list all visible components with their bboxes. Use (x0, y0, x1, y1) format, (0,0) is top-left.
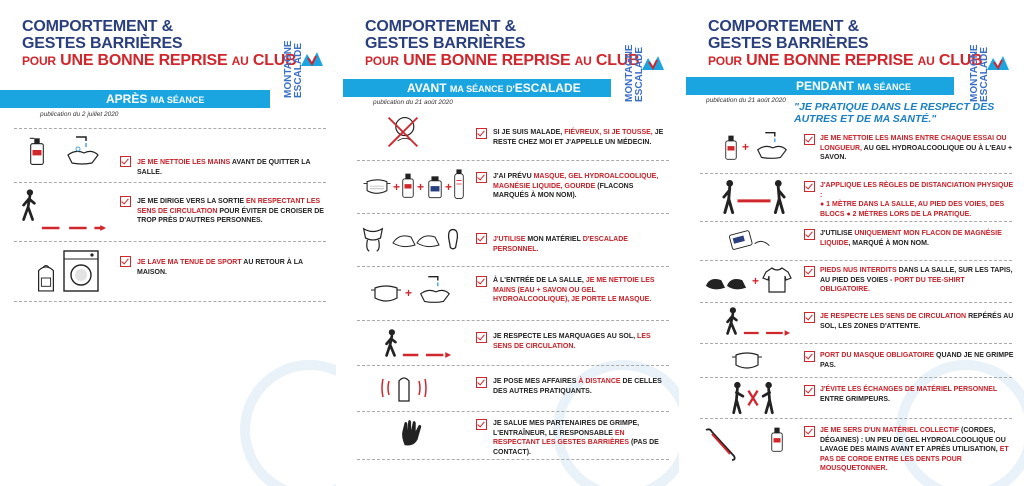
walking-person-icon (383, 328, 399, 358)
divider (357, 266, 669, 267)
list-item: + PIEDS NUS INTERDITS DANS LA SALLE, SUR LES TAPIS, AU PIED DES VOIES - PORT DU TEE-SHIRT OBLIGATOIRE. (686, 262, 1024, 304)
list-item: JE RESPECTE LES MARQUAGES AU SOL, LES SENS DE CIRCULATION. (343, 322, 679, 366)
logo-text-2: ESCALADE (293, 42, 304, 98)
plus-icon: + (752, 274, 760, 288)
divider (14, 301, 326, 302)
hydroalcoholic-gel-icon (28, 133, 46, 167)
carabiner-icon (447, 227, 459, 251)
panel-title (365, 18, 640, 70)
list-item: PORT DU MASQUE OBLIGATOIRE QUAND JE NE GRIMPE PAS. (686, 345, 1024, 379)
checkbox (476, 128, 487, 139)
title-line-3: POUR UNE BONNE REPRISE AU CLUB (22, 52, 297, 69)
checkbox (476, 276, 487, 287)
divider (14, 241, 326, 242)
mask-icon (371, 284, 401, 304)
section-band: APRÈS MA SÉANCE (0, 90, 270, 108)
checkbox (476, 172, 487, 183)
checkbox (120, 156, 131, 167)
hand-washing-icon (62, 135, 102, 167)
climbing-shoes-icon (704, 272, 748, 294)
plus-icon: + (445, 180, 453, 194)
list-item: JE POSE MES AFFAIRES À DISTANCE DE CELLES DES AUTRES PRATIQUANTS. (343, 367, 679, 411)
logo-text-2: ESCALADE (634, 46, 645, 102)
logo-text-1: MONTAGNE (624, 44, 635, 102)
hand-icon (399, 419, 425, 447)
checkbox (804, 385, 815, 396)
list-item: JE SALUE MES PARTENAIRES DE GRIMPE, L'ENTRAÎNEUR, LE RESPONSABLE EN RESPECTANT LES GESTES BARRIÈRES (PAS DE CONTACT). (343, 413, 679, 459)
list-item: JE LAVE MA TENUE DE SPORT AU RETOUR À LA MAISON. (0, 243, 336, 301)
hand-washing-icon (415, 274, 453, 306)
divider (700, 343, 1012, 344)
mask-icon (732, 351, 762, 371)
list-item: JE RESPECTE LES SENS DE CIRCULATION REPÉRÉS AU SOL, LES ZONES D'ATTENTE. (686, 304, 1024, 344)
checkbox (476, 377, 487, 388)
panel-pendant (686, 0, 1024, 486)
divider (357, 160, 669, 161)
quickdraw-icon (704, 426, 744, 462)
publication-date: publication du 21 août 2020 (706, 97, 786, 104)
publication-date: publication du 21 août 2020 (373, 99, 453, 106)
title-line-2: GESTES BARRIÈRES (22, 35, 183, 52)
list-item: SI JE SUIS MALADE, FIÉVREUX, SI JE TOUSSE, JE RESTE CHEZ MOI ET J'APPELLE UN MÉDECIN. (343, 110, 679, 158)
plus-icon: + (405, 286, 413, 300)
checkbox (804, 229, 815, 240)
divider (357, 213, 669, 214)
list-item: J'UTILISE MON MATÉRIEL D'ESCALADE PERSONNEL. (343, 215, 679, 265)
ffme-logo (969, 14, 1014, 106)
plus-icon: + (393, 180, 401, 194)
floor-arrow-icon (40, 224, 108, 232)
bottle-icon (453, 166, 465, 202)
list-item: J'ÉVITE LES ÉCHANGES DE MATÉRIEL PERSONNEL ENTRE GRIMPEURS. (686, 379, 1024, 419)
title-line-2: GESTES BARRIÈRES (365, 35, 526, 52)
plus-icon: + (742, 140, 750, 154)
checkbox (804, 312, 815, 323)
checkbox (120, 196, 131, 207)
divider (700, 173, 1012, 174)
checkbox (804, 266, 815, 277)
divider (700, 302, 1012, 303)
publication-date: publication du 2 juillet 2020 (40, 111, 119, 118)
two-people-distance-icon (720, 179, 788, 215)
divider (700, 377, 1012, 378)
panel-avant (343, 0, 679, 486)
gel-icon (770, 424, 784, 454)
chalk-flask-icon (726, 229, 774, 253)
floor-arrow-icon (742, 330, 792, 336)
divider (14, 182, 326, 183)
checkbox (476, 233, 487, 244)
plus-icon: + (417, 180, 425, 194)
checkbox (804, 351, 815, 362)
chalk-icon (427, 174, 443, 200)
list-item: J'APPLIQUE LES RÈGLES DE DISTANCIATION PHYSIQUE : ● 1 MÈTRE DANS LA SALLE, AU PIED DES VOIES, DES BLOCS ● 2 MÈTRES LORS DE LA PRATIQUE. (686, 175, 1024, 221)
section-band: AVANT MA SÉANCE D'ESCALADE (343, 79, 611, 97)
backpack-icon (34, 263, 58, 293)
checkbox (476, 419, 487, 430)
walking-person-icon (20, 188, 38, 224)
list-item: JE ME DIRIGE VERS LA SORTIE EN RESPECTANT LES SENS DE CIRCULATION POUR ÉVITER DE CROISER DE TROP PRÈS D'AUTRES PERSONNES. (0, 184, 336, 240)
title-line-3: POUR UNE BONNE REPRISE AU CLUB (365, 52, 640, 69)
hand-washing-icon (752, 130, 790, 162)
tshirt-icon (762, 266, 792, 294)
checkbox (804, 134, 815, 145)
panel-title (22, 18, 297, 70)
panel-title (708, 18, 983, 70)
shoes-icon (391, 229, 441, 251)
title-line-3: POUR UNE BONNE REPRISE AU CLUB (708, 52, 983, 69)
divider (700, 221, 1012, 222)
mask-icon (363, 178, 391, 196)
floor-arrow-icon (401, 352, 453, 358)
ffme-logo (624, 14, 669, 106)
watermark-logo (240, 360, 336, 486)
harness-icon (359, 225, 387, 253)
title-line-1: COMPORTEMENT & (22, 18, 173, 35)
quote: "JE PRATIQUE DANS LE RESPECT DES AUTRES ET DE MA SANTÉ." (794, 101, 995, 125)
panel-apres (0, 0, 336, 486)
logo-text-1: MONTAGNE (283, 40, 294, 98)
divider (357, 320, 669, 321)
ffme-logo (283, 10, 328, 102)
divider (357, 459, 669, 460)
list-item: JE ME NETTOIE LES MAINS AVANT DE QUITTER LA SALLE. (0, 130, 336, 180)
gel-icon (724, 132, 738, 162)
checkbox (804, 181, 815, 192)
list-item: + + + J'AI PRÉVU MASQUE, GEL HYDROALCOOLIQUE, MAGNÉSIE LIQUIDE, GOURDE (FLACONS MARQUÉS À MON NOM). (343, 162, 679, 212)
title-line-2: GESTES BARRIÈRES (708, 35, 869, 52)
sick-person-icon (385, 114, 421, 150)
gel-icon (401, 170, 415, 200)
divider (357, 411, 669, 412)
logo-text-2: ESCALADE (979, 46, 990, 102)
washing-machine-icon (62, 249, 100, 293)
divider (700, 418, 1012, 419)
divider (14, 128, 326, 129)
checkbox (120, 256, 131, 267)
divider (700, 260, 1012, 261)
list-item: JE ME SERS D'UN MATÉRIEL COLLECTIF (CORDES, DÉGAINES) : UN PEU DE GEL HYDROALCOOLIQUE OU LAVAGE DES MAINS AVANT ET APRÈS UTILISATION, ET PAS DE CORDE ENTRE LES DENTS POUR MOUSQUETONNER. (686, 420, 1024, 480)
backpack-icon (379, 373, 429, 403)
title-line-1: COMPORTEMENT & (708, 18, 859, 35)
checkbox (476, 332, 487, 343)
list-item: + À L'ENTRÉE DE LA SALLE, JE ME NETTOIE LES MAINS (EAU + SAVON OU GEL HYDROALCOOLIQUE), JE PORTE LE MASQUE. (343, 268, 679, 318)
title-line-1: COMPORTEMENT & (365, 18, 516, 35)
section-band: PENDANT MA SÉANCE (686, 77, 954, 95)
walking-person-icon (724, 306, 740, 336)
exchange-gear-icon (730, 381, 776, 415)
checkbox (804, 426, 815, 437)
logo-text-1: MONTAGNE (969, 44, 980, 102)
list-item: J'UTILISE UNIQUEMENT MON FLACON DE MAGNÉSIE LIQUIDE, MARQUÉ À MON NOM. (686, 223, 1024, 261)
list-item: + JE ME NETTOIE LES MAINS ENTRE CHAQUE ESSAI OU LONGUEUR, AU GEL HYDROALCOOLIQUE OU À L'EAU + SAVON. (686, 126, 1024, 172)
divider (357, 365, 669, 366)
